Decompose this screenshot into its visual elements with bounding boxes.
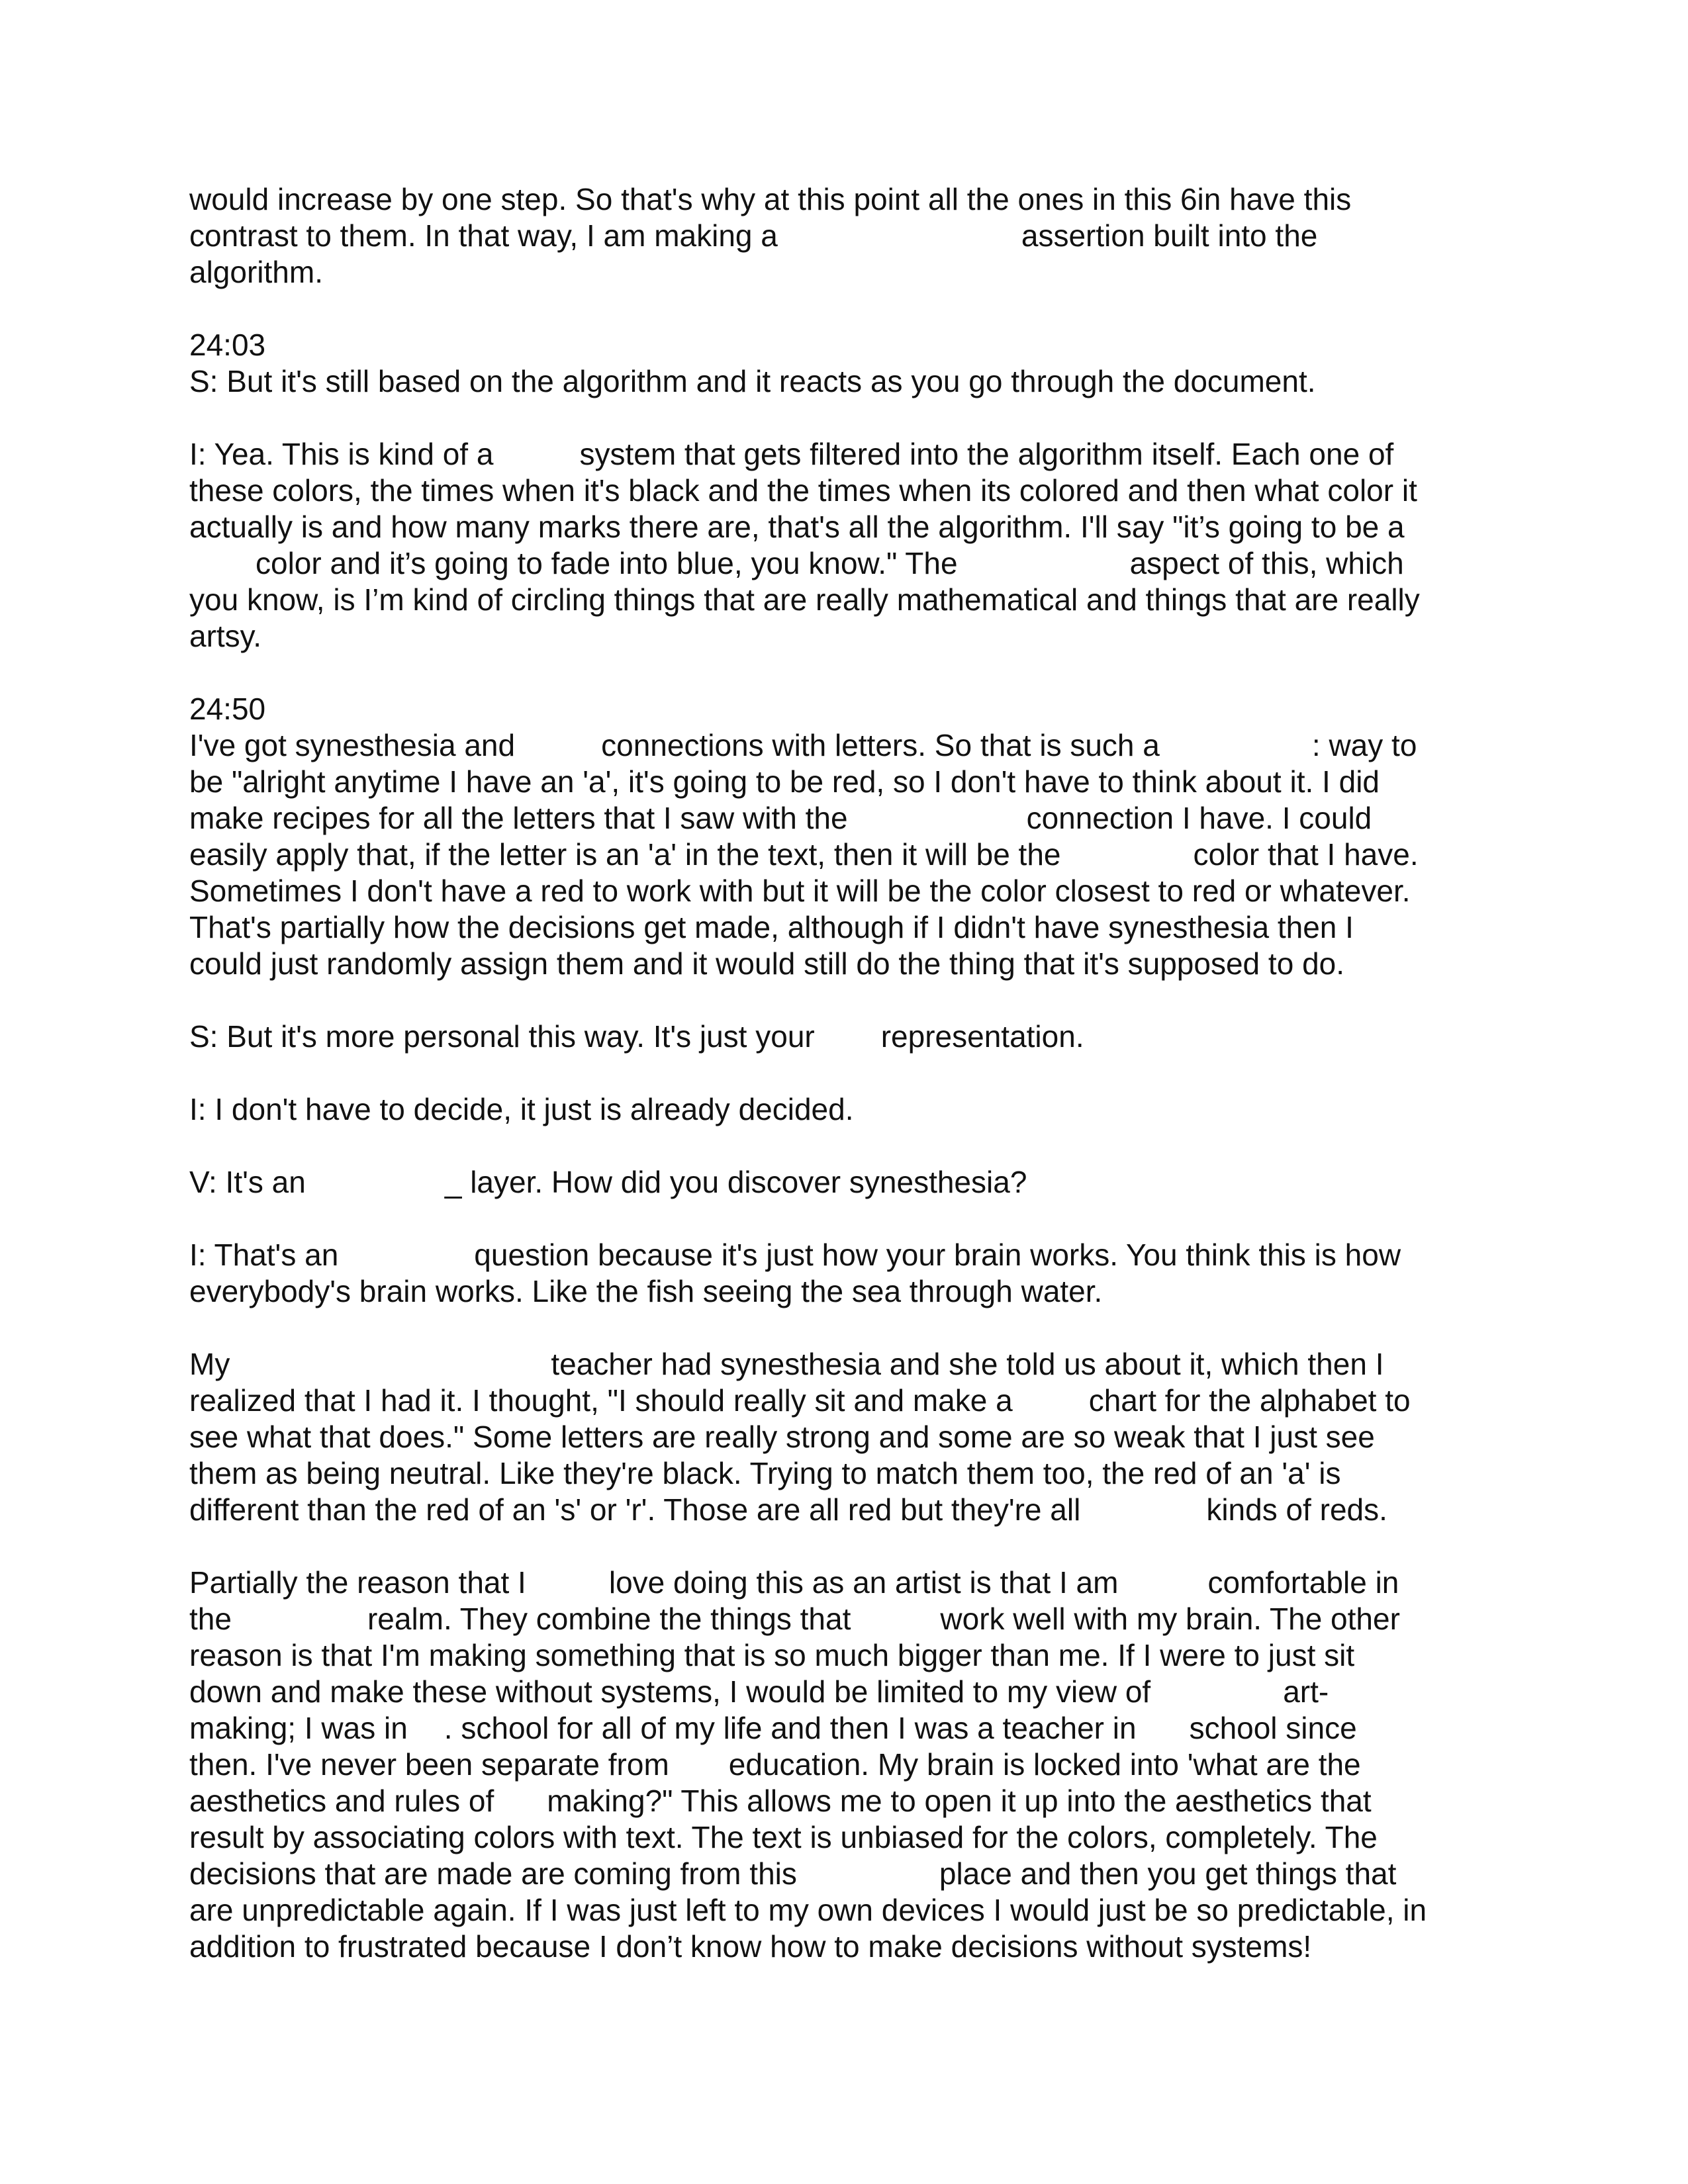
text-line: see what that does." Some letters are really strong and some are so weak that I just see: [189, 1420, 1375, 1454]
text-line: the realm. They combine the things that work well with my brain. The other: [189, 1602, 1400, 1636]
timestamp: 24:03: [189, 328, 266, 362]
text-line: would increase by one step. So that's why at this point all the ones in this 6in have this: [189, 182, 1352, 216]
text-line: realized that I had it. I thought, "I should really sit and make a chart for the alphabet to: [189, 1383, 1411, 1418]
text-line: I: Yea. This is kind of a system that gets filtered into the algorithm itself. Each one of: [189, 437, 1394, 471]
paragraph: [189, 1346, 1507, 1528]
paragraph: [189, 1565, 1507, 1965]
text-line: My teacher had synesthesia and she told us about it, which then I: [189, 1347, 1384, 1381]
text-line: I: I don't have to decide, it just is already decided.: [189, 1092, 854, 1126]
text-line: aesthetics and rules of making?" This allows me to open it up into the aesthetics that: [189, 1784, 1372, 1818]
paragraph: [189, 1237, 1507, 1310]
text-line: Partially the reason that I love doing this as an artist is that I am comfortable in: [189, 1565, 1399, 1600]
text-line: you know, is I’m kind of circling things that are really mathematical and things that are really: [189, 582, 1420, 617]
text-line: then. I've never been separate from education. My brain is locked into 'what are the: [189, 1747, 1361, 1782]
text-line: easily apply that, if the letter is an 'a' in the text, then it will be the color that I have.: [189, 837, 1419, 872]
text-line: S: But it's more personal this way. It's just your representation.: [189, 1019, 1084, 1054]
text-line: them as being neutral. Like they're black. Trying to match them too, the red of an 'a' is: [189, 1456, 1341, 1490]
text-line: V: It's an _ layer. How did you discover synesthesia?: [189, 1165, 1027, 1199]
text-line: make recipes for all the letters that I saw with the connection I have. I could: [189, 801, 1372, 835]
text-line: are unpredictable again. If I was just left to my own devices I would just be so predictable, in: [189, 1893, 1427, 1927]
text-line: different than the red of an 's' or 'r'. Those are all red but they're all kinds of reds.: [189, 1492, 1387, 1527]
text-line: everybody's brain works. Like the fish seeing the sea through water.: [189, 1274, 1103, 1308]
text-line: artsy.: [189, 619, 262, 653]
text-line: I: That's an question because it's just how your brain works. You think this is how: [189, 1238, 1401, 1272]
text-line: algorithm.: [189, 255, 323, 289]
text-line: Sometimes I don't have a red to work with but it will be the color closest to red or whatever.: [189, 874, 1411, 908]
paragraph: [189, 327, 1507, 400]
text-line: That's partially how the decisions get made, although if I didn't have synesthesia then I: [189, 910, 1354, 944]
text-line: these colors, the times when it's black and the times when its colored and then what color it: [189, 473, 1417, 508]
paragraph: [189, 181, 1507, 291]
text-line: down and make these without systems, I would be limited to my view of art-: [189, 1674, 1329, 1709]
text-line: could just randomly assign them and it would still do the thing that it's supposed to do.: [189, 946, 1345, 981]
text-line: actually is and how many marks there are, that's all the algorithm. I'll say "it’s going to be a: [189, 510, 1405, 544]
paragraph: [189, 691, 1507, 982]
paragraph: [189, 1091, 1507, 1128]
paragraph: [189, 1164, 1507, 1201]
text-line: reason is that I'm making something that is so much bigger than me. If I were to just sit: [189, 1638, 1355, 1672]
text-line: result by associating colors with text. The text is unbiased for the colors, completely. The: [189, 1820, 1378, 1854]
text-line: contrast to them. In that way, I am making a assertion built into the: [189, 218, 1318, 253]
paragraph: [189, 1019, 1507, 1055]
paragraph: [189, 436, 1507, 655]
timestamp: 24:50: [189, 692, 266, 726]
document-page: [189, 181, 1507, 2001]
text-line: addition to frustrated because I don’t know how to make decisions without systems!: [189, 1929, 1312, 1964]
text-line: decisions that are made are coming from this place and then you get things that: [189, 1856, 1397, 1891]
text-line: color and it’s going to fade into blue, you know." The aspect of this, which: [256, 546, 1404, 580]
text-line: be "alright anytime I have an 'a', it's going to be red, so I don't have to think about it. I did: [189, 764, 1380, 799]
text-line: S: But it's still based on the algorithm and it reacts as you go through the document.: [189, 364, 1316, 398]
text-line: I've got synesthesia and connections with letters. So that is such a : way to: [189, 728, 1417, 762]
text-line: making; I was in . school for all of my life and then I was a teacher in school since: [189, 1711, 1357, 1745]
